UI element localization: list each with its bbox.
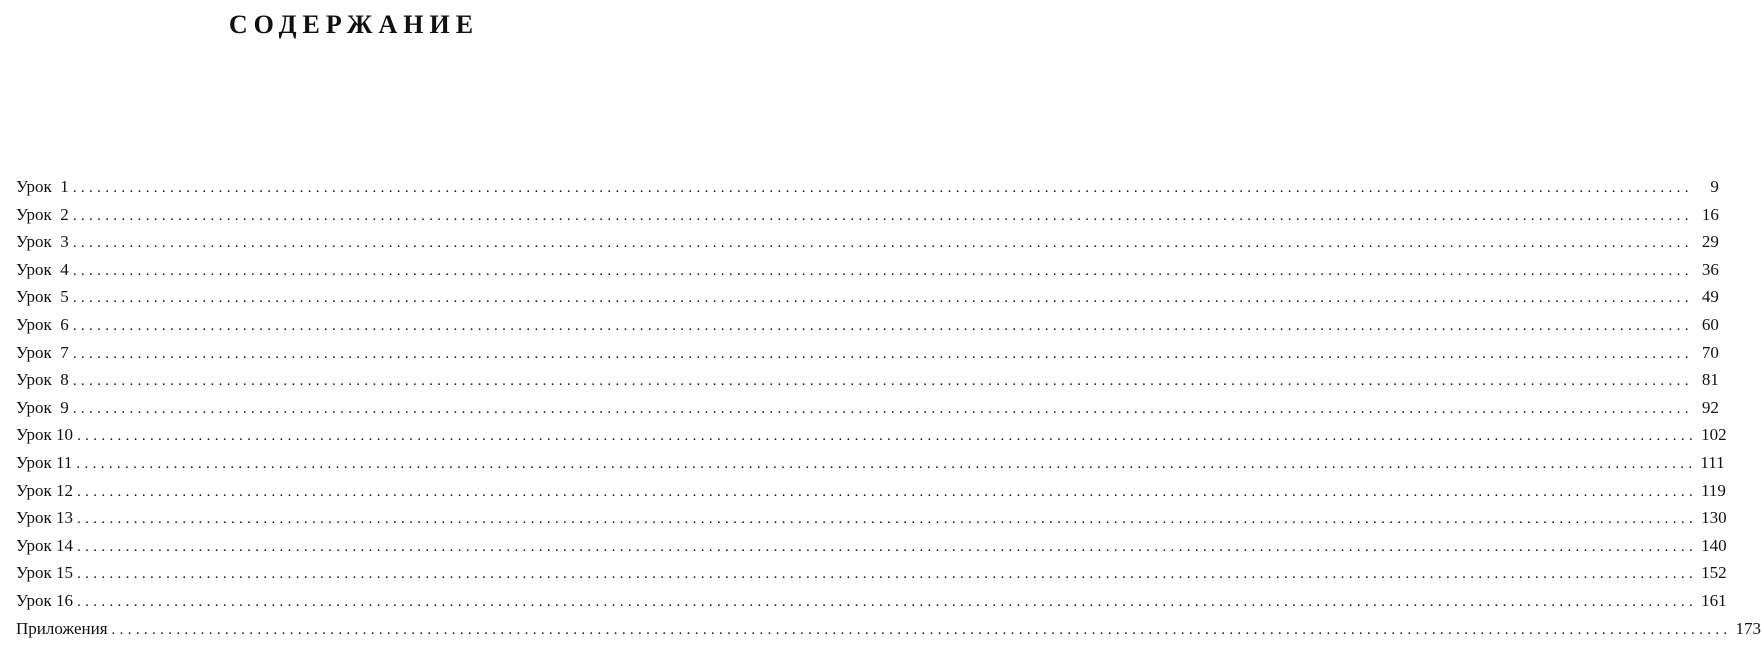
- toc-entry-page: 9: [1710, 177, 1719, 196]
- toc-entry-page: 173: [1735, 618, 1761, 638]
- toc-entry: [16, 311, 1719, 339]
- toc-leader-dots: ........................................................................................................................................................................................................: [111, 621, 1732, 638]
- toc-entry: [16, 532, 1727, 560]
- toc-leader-dots: ........................................................................................................................................................................................................: [76, 455, 1697, 472]
- toc-leader-dots: ........................................................................................................................................................................................................: [72, 262, 1693, 279]
- toc-entry-page: 152: [1701, 563, 1727, 583]
- toc-leader-dots: ........................................................................................................................................................................................................: [72, 207, 1693, 224]
- toc-leader-dots: ........................................................................................................................................................................................................: [77, 483, 1698, 500]
- toc-entry-page: 49: [1701, 287, 1719, 307]
- toc-entry-page: 16: [1701, 204, 1719, 224]
- toc-entry-label: Урок 8: [16, 370, 69, 390]
- toc-entry: [16, 283, 1719, 311]
- toc-entry-label: Урок 11: [16, 452, 73, 472]
- toc-entry-label: Урок 16: [16, 590, 74, 610]
- table-of-contents: [16, 173, 1761, 642]
- toc-entry-page: 119: [1701, 480, 1726, 500]
- toc-entry-label: Урок 5: [16, 287, 69, 307]
- toc-entry-page: 140: [1701, 535, 1727, 555]
- toc-leader-dots: ........................................................................................................................................................................................................: [77, 593, 1698, 610]
- toc-entry-label: Урок 6: [16, 314, 69, 334]
- toc-leader-dots: ........................................................................................................................................................................................................: [72, 180, 1693, 196]
- toc-leader-dots: ........................................................................................................................................................................................................: [77, 566, 1698, 583]
- toc-entry-page: 92: [1701, 397, 1719, 417]
- toc-entry: [16, 228, 1719, 256]
- toc-entry: [16, 504, 1727, 532]
- toc-leader-dots: ........................................................................................................................................................................................................: [72, 400, 1693, 417]
- toc-entry: [16, 256, 1719, 284]
- toc-entry-label: Урок 12: [16, 480, 74, 500]
- toc-leader-dots: ........................................................................................................................................................................................................: [72, 317, 1693, 334]
- page-title: СОДЕРЖАНИЕ: [228, 10, 480, 39]
- toc-entry: [16, 173, 1719, 201]
- toc-entry: [16, 615, 1761, 643]
- toc-entry-label: Урок 4: [16, 259, 69, 279]
- toc-entry-label: Урок 3: [16, 232, 69, 252]
- toc-leader-dots: ........................................................................................................................................................................................................: [72, 345, 1693, 362]
- toc-entry-page: 29: [1701, 232, 1719, 252]
- toc-entry-page: 130: [1701, 508, 1727, 528]
- toc-leader-dots: ........................................................................................................................................................................................................: [72, 373, 1693, 390]
- toc-entry-page: 102: [1701, 425, 1727, 445]
- toc-entry: [16, 339, 1719, 367]
- toc-entry-label: Урок 1: [16, 177, 69, 196]
- toc-leader-dots: ........................................................................................................................................................................................................: [72, 235, 1693, 252]
- toc-entry: [16, 587, 1727, 615]
- toc-entry-label: Урок 2: [16, 204, 69, 224]
- toc-leader-dots: ........................................................................................................................................................................................................: [77, 511, 1698, 528]
- toc-leader-dots: ........................................................................................................................................................................................................: [72, 290, 1693, 307]
- toc-entry: [16, 449, 1725, 477]
- toc-entry: [16, 477, 1726, 505]
- toc-entry-page: 81: [1701, 370, 1719, 390]
- toc-entry: [16, 366, 1719, 394]
- toc-entry-page: 36: [1701, 259, 1719, 279]
- toc-entry-label: Урок 13: [16, 508, 74, 528]
- toc-entry-page: 60: [1701, 314, 1719, 334]
- toc-entry-label: Урок 10: [16, 425, 74, 445]
- toc-leader-dots: ........................................................................................................................................................................................................: [77, 538, 1698, 555]
- toc-entry-label: Приложения: [16, 618, 108, 638]
- toc-entry-label: Урок 14: [16, 535, 74, 555]
- toc-entry: [16, 559, 1727, 587]
- toc-entry: [16, 421, 1727, 449]
- toc-entry-label: Урок 9: [16, 397, 69, 417]
- toc-entry-label: Урок 15: [16, 563, 74, 583]
- toc-entry-page: 70: [1701, 342, 1719, 362]
- toc-leader-dots: ........................................................................................................................................................................................................: [77, 428, 1698, 445]
- toc-entry: [16, 394, 1719, 422]
- toc-entry-page: 111: [1700, 452, 1725, 472]
- toc-entry-page: 161: [1701, 590, 1727, 610]
- toc-entry: [16, 201, 1719, 229]
- toc-entry-label: Урок 7: [16, 342, 69, 362]
